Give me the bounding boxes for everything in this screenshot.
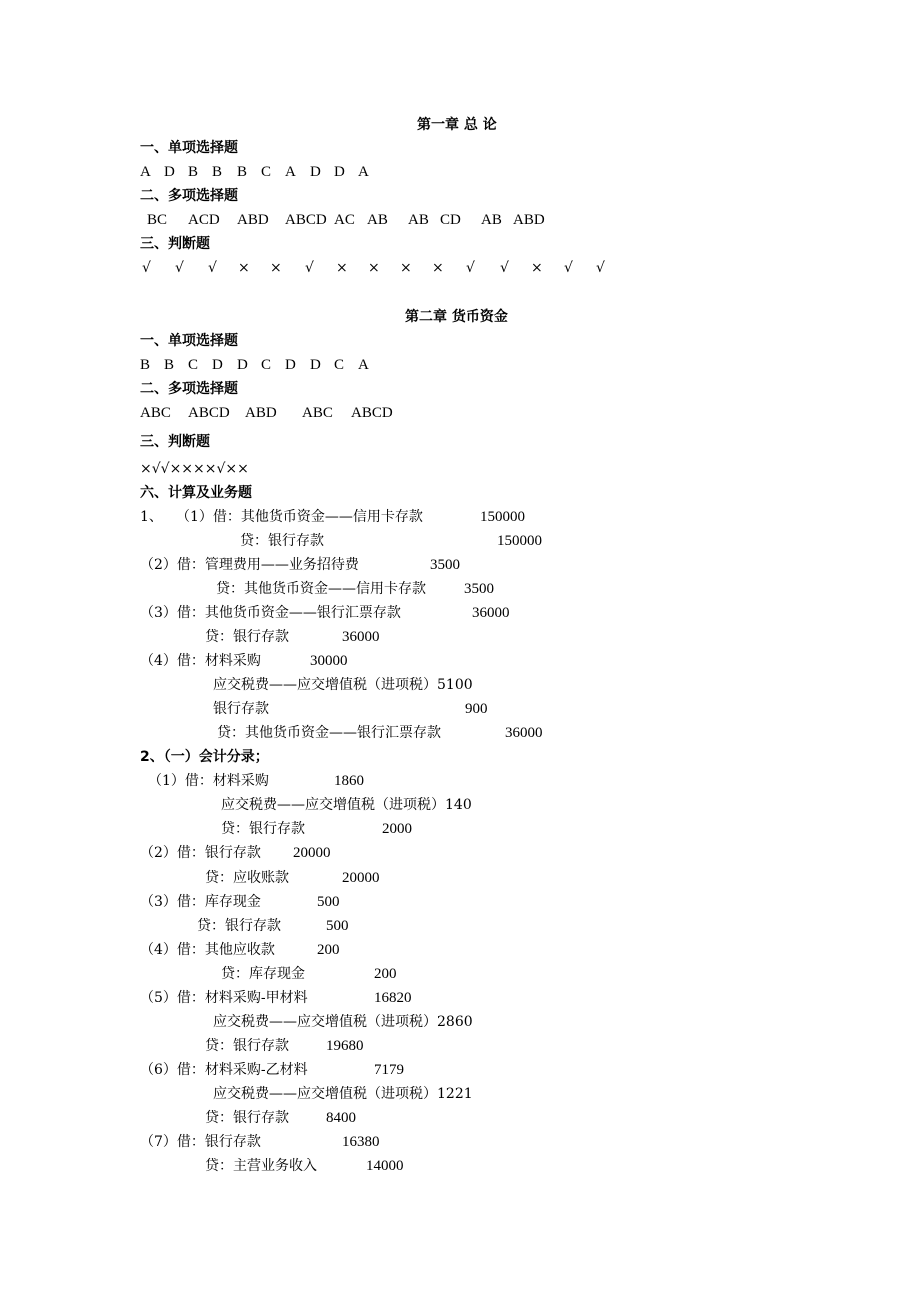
journal-entry-account: 应交税费——应交增值税（进项税）2860 (213, 1014, 473, 1030)
answer: D (164, 164, 175, 180)
journal-entry-account: 贷：主营业务收入 (205, 1158, 317, 1174)
journal-entry-amount: 14000 (366, 1158, 404, 1174)
journal-entry-account: 应交税费——应交增值税（进项税）1221 (213, 1086, 473, 1102)
journal-entry-account: 贷：银行存款 (205, 1038, 289, 1054)
answer: ABC (302, 405, 333, 421)
answer: × (368, 260, 380, 276)
answer: ABCD (188, 405, 230, 421)
answer: D (237, 357, 248, 373)
answer: AB (408, 212, 429, 228)
journal-entry-account: 贷：应收账款 (205, 870, 289, 886)
answer: × (432, 260, 444, 276)
answer: D (285, 357, 296, 373)
answer: C (261, 164, 272, 180)
journal-entry-account: （3）借：其他货币资金——银行汇票存款 (140, 605, 401, 621)
answer: B (140, 357, 151, 373)
journal-entry-amount: 36000 (505, 725, 543, 741)
answer: ×√√××××√×× (140, 461, 249, 477)
journal-entry-amount: 150000 (480, 509, 525, 525)
journal-entry-amount: 1860 (334, 773, 364, 789)
section-heading: 三、判断题 (140, 236, 210, 252)
answer: √ (466, 260, 475, 276)
journal-entry-amount: 30000 (310, 653, 348, 669)
journal-entry-amount: 200 (317, 942, 340, 958)
answer: C (334, 357, 345, 373)
journal-entry-account: （4）借：其他应收款 (140, 942, 275, 958)
journal-entry-amount: 2000 (382, 821, 412, 837)
answer: A (285, 164, 296, 180)
answer: × (270, 260, 282, 276)
answer: CD (440, 212, 461, 228)
section-heading: 三、判断题 (140, 434, 210, 450)
journal-entry-account: （6）借：材料采购-乙材料 (140, 1062, 308, 1078)
answer: B (237, 164, 248, 180)
journal-entry-amount: 3500 (464, 581, 494, 597)
answer: × (238, 260, 250, 276)
answer: A (358, 164, 369, 180)
answer: √ (175, 260, 184, 276)
answer: ABCD (285, 212, 327, 228)
journal-entry-account: 贷：其他货币资金——银行汇票存款 (217, 725, 441, 741)
answer: C (261, 357, 272, 373)
journal-entry-amount: 150000 (497, 533, 542, 549)
journal-entry-account: （1）借：材料采购 (148, 773, 269, 789)
answer: D (310, 164, 321, 180)
answer: B (164, 357, 175, 373)
journal-entry-amount: 20000 (342, 870, 380, 886)
journal-entry-account: 贷：其他货币资金——信用卡存款 (216, 581, 426, 597)
answer: ABD (513, 212, 545, 228)
chapter-title: 第一章 总 论 (417, 117, 497, 133)
journal-entry-amount: 20000 (293, 845, 331, 861)
journal-entry-account: （2）借：银行存款 (140, 845, 261, 861)
journal-entry-amount: 36000 (472, 605, 510, 621)
journal-entry-account: （7）借：银行存款 (140, 1134, 261, 1150)
journal-entry-account: 贷：银行存款 (205, 629, 289, 645)
journal-entry-amount: 3500 (430, 557, 460, 573)
journal-entry-account: 银行存款 (213, 701, 269, 717)
journal-entry-account: 应交税费——应交增值税（进项税）140 (221, 797, 472, 813)
answer: AB (481, 212, 502, 228)
answer: √ (596, 260, 605, 276)
answer: ABC (140, 405, 171, 421)
answer: × (400, 260, 412, 276)
journal-entry-amount: 19680 (326, 1038, 364, 1054)
answer: B (212, 164, 223, 180)
answer: D (334, 164, 345, 180)
journal-entry-account: （5）借：材料采购-甲材料 (140, 990, 308, 1006)
journal-entry-account: 贷：银行存款 (240, 533, 324, 549)
journal-entry-account: 贷：银行存款 (221, 821, 305, 837)
answer: BC (147, 212, 168, 228)
journal-entry-amount: 7179 (374, 1062, 404, 1078)
answer: ABD (237, 212, 269, 228)
section-heading: 2、（一）会计分录； (140, 749, 269, 765)
answer: × (336, 260, 348, 276)
answer: A (358, 357, 369, 373)
journal-entry-account: 贷：银行存款 (205, 1110, 289, 1126)
answer: √ (208, 260, 217, 276)
answer: AB (367, 212, 388, 228)
journal-entry-amount: 8400 (326, 1110, 356, 1126)
journal-entry-account: （3）借：库存现金 (140, 894, 261, 910)
answer: × (531, 260, 543, 276)
section-heading: 一、单项选择题 (140, 333, 238, 349)
answer: ACD (188, 212, 220, 228)
answer: √ (305, 260, 314, 276)
journal-entry-account: 贷：库存现金 (221, 966, 305, 982)
journal-entry-account: 贷：银行存款 (197, 918, 281, 934)
answer: D (212, 357, 223, 373)
answer: A (140, 164, 151, 180)
answer: √ (564, 260, 573, 276)
journal-entry-account: 应交税费——应交增值税（进项税）5100 (213, 677, 473, 693)
journal-entry-account: （4）借：材料采购 (140, 653, 261, 669)
answer: √ (142, 260, 151, 276)
section-heading: 二、多项选择题 (140, 381, 238, 397)
journal-entry-amount: 16820 (374, 990, 412, 1006)
question-number: 1、 (140, 509, 163, 525)
journal-entry-amount: 16380 (342, 1134, 380, 1150)
journal-entry-amount: 900 (465, 701, 488, 717)
answer: B (188, 164, 199, 180)
section-heading: 二、多项选择题 (140, 188, 238, 204)
journal-entry-account: （2）借：管理费用——业务招待费 (140, 557, 359, 573)
journal-entry-amount: 200 (374, 966, 397, 982)
answer: ABCD (351, 405, 393, 421)
answer: C (188, 357, 199, 373)
journal-entry-amount: 500 (317, 894, 340, 910)
journal-entry-account: （1）借：其他货币资金——信用卡存款 (176, 509, 423, 525)
journal-entry-amount: 500 (326, 918, 349, 934)
section-heading: 六、计算及业务题 (140, 485, 252, 501)
journal-entry-amount: 36000 (342, 629, 380, 645)
chapter-title: 第二章 货币资金 (405, 309, 508, 325)
answer: D (310, 357, 321, 373)
answer: ABD (245, 405, 277, 421)
answer: AC (334, 212, 355, 228)
answer: √ (500, 260, 509, 276)
section-heading: 一、单项选择题 (140, 140, 238, 156)
